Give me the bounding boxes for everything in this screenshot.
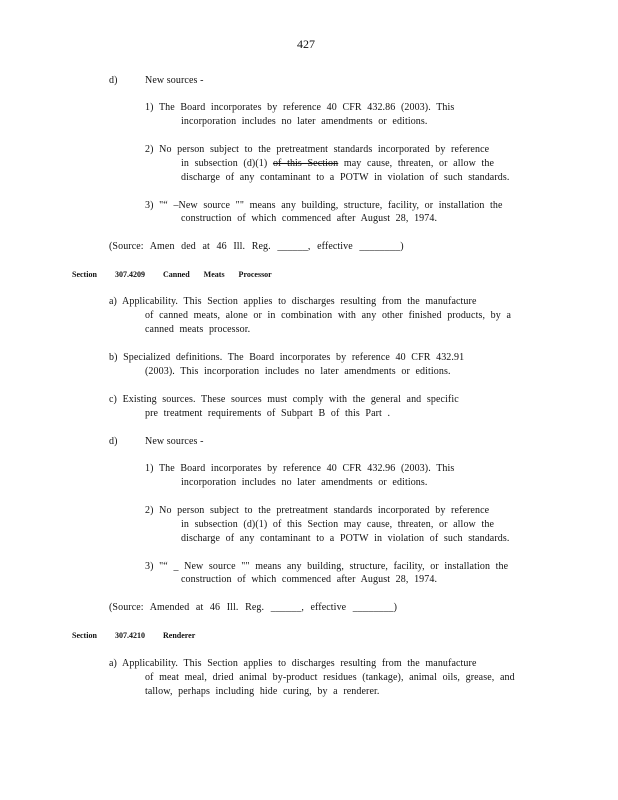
item-1-line-1: 1) The Board incorporates by reference 40 CFR 432.96 (2003). This xyxy=(145,463,455,474)
canned-a-line-3: canned meats processor. xyxy=(145,324,251,335)
section-label: Section xyxy=(72,631,97,640)
page-number: 427 xyxy=(297,37,315,51)
item-1-line-2: incorporation includes no later amendments or editions. xyxy=(181,477,428,488)
section-title: Canned Meats Processor xyxy=(163,270,272,279)
canned-a-line-1: a) Applicability. This Section applies to discharges resulting from the manufacture xyxy=(109,296,477,307)
subsection-d-heading: New sources - xyxy=(145,436,204,447)
item-2-line-2-a: in subsection (d)(1) xyxy=(181,158,268,169)
item-2-line-1: 2) No person subject to the pretreatment standards incorporated by reference xyxy=(145,144,490,155)
section-number: 307.4209 xyxy=(115,270,145,279)
item-2-line-3: discharge of any contaminant to a POTW in violation of such standards. xyxy=(181,533,510,544)
item-2-line-3: discharge of any contaminant to a POTW in violation of such standards. xyxy=(181,172,510,183)
canned-c-line-2: pre treatment requirements of Subpart B of this Part . xyxy=(145,408,391,419)
item-3-line-2: construction of which commenced after August 28, 1974. xyxy=(181,213,438,224)
subsection-d-letter: d) xyxy=(109,436,118,447)
canned-c-line-1: c) Existing sources. These sources must comply with the general and specific xyxy=(109,394,459,405)
item-3-line-2: construction of which commenced after August 28, 1974. xyxy=(181,574,438,585)
renderer-a-line-3: tallow, perhaps including hide curing, by a renderer. xyxy=(145,686,380,697)
canned-b-line-1: b) Specialized definitions. The Board incorporates by reference 40 CFR 432.91 xyxy=(109,352,465,363)
section-title: Renderer xyxy=(163,631,196,640)
item-2-line-2: in subsection (d)(1) of this Section may cause, threaten, or allow the xyxy=(181,519,494,530)
item-2-line-1: 2) No person subject to the pretreatment standards incorporated by reference xyxy=(145,505,490,516)
section-number: 307.4210 xyxy=(115,631,145,640)
item-3-line-1: 3) "“ _ New source "" means any building, structure, facility, or installation the xyxy=(145,561,509,572)
struck-text: of this Section xyxy=(272,158,339,169)
item-3-line-1: 3) "“ –New source "" means any building, structure, facility, or installation the xyxy=(145,200,503,211)
item-2-line-2 xyxy=(181,158,494,170)
section-label: Section xyxy=(72,270,97,279)
canned-a-line-2: of canned meats, alone or in combination with any other finished products, by a xyxy=(145,310,511,321)
source-note-2: (Source: Amended at 46 Ill. Reg. ______, effective ________) xyxy=(109,602,398,613)
item-1-line-1: 1) The Board incorporates by reference 40 CFR 432.86 (2003). This xyxy=(145,102,455,113)
subsection-d-letter: d) xyxy=(109,75,118,86)
item-1-line-2: incorporation includes no later amendments or editions. xyxy=(181,116,428,127)
renderer-a-line-1: a) Applicability. This Section applies to discharges resulting from the manufacture xyxy=(109,658,477,669)
renderer-a-line-2: of meat meal, dried animal by-product residues (tankage), animal oils, grease, and xyxy=(145,672,515,683)
canned-b-line-2: (2003). This incorporation includes no later amendments or editions. xyxy=(145,366,451,377)
item-2-line-2-b: may cause, threaten, or allow the xyxy=(343,158,495,169)
subsection-d-heading: New sources - xyxy=(145,75,204,86)
source-note-1: (Source: Amen ded at 46 Ill. Reg. ______, effective ________) xyxy=(109,241,404,252)
